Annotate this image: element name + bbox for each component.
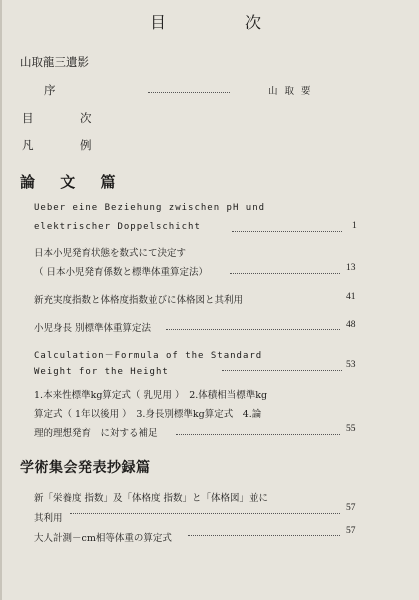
paper-6-line-1: 1.本来性標準kg算定式（ 乳児用 ） 2.体積相当標準kg bbox=[34, 390, 268, 401]
binding-edge bbox=[0, 0, 2, 600]
leader-dots bbox=[222, 370, 342, 371]
paper-2-line-1: 日本小児発育状態を数式にて決定す bbox=[34, 248, 187, 259]
paper-4-line-1: 小児身長 別標準体重算定法 bbox=[34, 323, 152, 334]
paper-1-line-2: elektrischer Doppelschicht bbox=[34, 222, 201, 232]
notes-entry-b: 例 bbox=[80, 138, 92, 152]
paper-5-page: 53 bbox=[346, 360, 356, 370]
contents-entry-b: 次 bbox=[80, 111, 92, 125]
paper-2-page: 13 bbox=[346, 263, 356, 273]
leader-dots bbox=[166, 329, 340, 330]
paper-1-page: 1 bbox=[352, 221, 357, 231]
paper-2-line-2: （ 日本小児発育係数と標準体重算定法） bbox=[34, 267, 209, 278]
leader-dots bbox=[188, 535, 340, 536]
leader-dots bbox=[148, 92, 230, 93]
paper-6-line-3: 理的理想発育 に対する補足 bbox=[34, 428, 158, 439]
paper-4-page: 48 bbox=[346, 320, 356, 330]
portrait-entry: 山取龍三遺影 bbox=[20, 55, 89, 69]
preface-author: 山 取 要 bbox=[268, 86, 313, 97]
leader-dots bbox=[232, 231, 342, 232]
paper-5-line-2: Weight for the Height bbox=[34, 367, 169, 377]
paper-3-page: 41 bbox=[346, 292, 356, 302]
abstract-1-page: 57 bbox=[346, 503, 356, 513]
page-title bbox=[150, 10, 262, 33]
section-heading-papers: 論 文 篇 bbox=[20, 173, 126, 191]
preface-entry: 序 bbox=[44, 83, 56, 97]
abstract-2-page: 57 bbox=[346, 526, 356, 536]
title-char-1: 目 bbox=[150, 13, 168, 32]
notes-entry-a: 凡 bbox=[22, 138, 34, 152]
paper-6-line-2: 算定式（ 1年以後用 ） 3.身長別標準kg算定式 4.論 bbox=[34, 409, 262, 420]
leader-dots bbox=[70, 513, 340, 514]
abstract-1-line-2: 其利用 bbox=[34, 513, 63, 524]
leader-dots bbox=[176, 434, 340, 435]
title-char-2: 次 bbox=[245, 13, 263, 32]
paper-5-line-1: Calculation－Formula of the Standard bbox=[34, 351, 263, 361]
leader-dots bbox=[230, 273, 340, 274]
paper-6-page: 55 bbox=[346, 424, 356, 434]
paper-1-line-1: Ueber eine Beziehung zwischen pH und bbox=[34, 203, 266, 213]
contents-entry-a: 目 bbox=[22, 111, 34, 125]
section-heading-abstracts: 学術集会発表抄録篇 bbox=[20, 460, 151, 476]
abstract-2-line-1: 大人計測－cm相等体重の算定式 bbox=[34, 533, 172, 544]
paper-3-line-1: 新充実度指数と体格度指数並びに体格図と其利用 bbox=[34, 295, 244, 306]
abstract-1-line-1: 新「栄養度 指数」及「体格度 指数」と「体格図」並に bbox=[34, 493, 269, 504]
